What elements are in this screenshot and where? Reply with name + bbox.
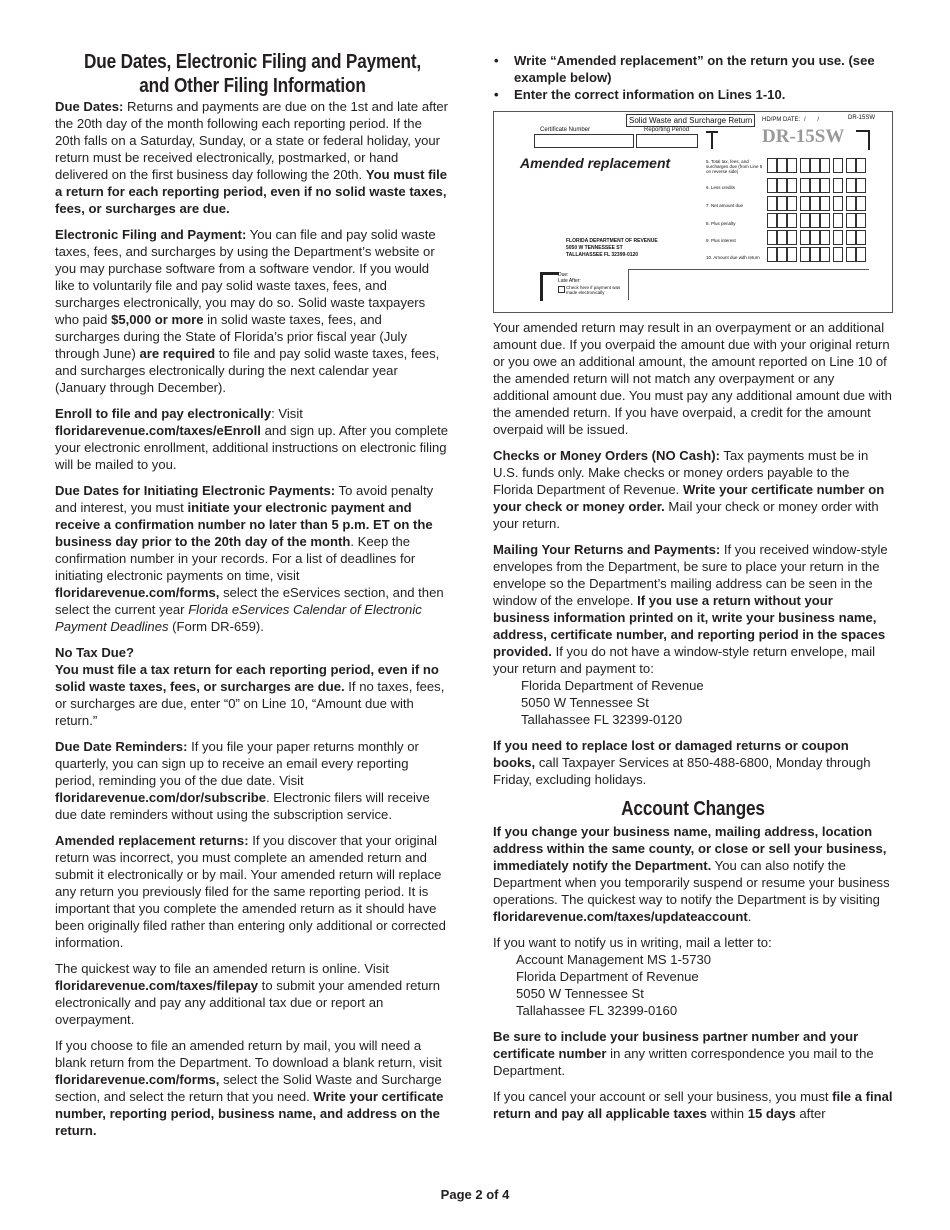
digit-box bbox=[787, 230, 797, 245]
electronic-filing-paragraph: Electronic Filing and Payment: You can file and pay solid waste taxes, fees, and surcharges by using the Department’s website or you may purchase software from a software vendor. If you would like to voluntarily file and pay solid waste taxes, fees, and surcharges electronically, you may do so. Solid waste taxpayers who paid $5,000 or more in solid waste taxes, fees, and surcharges during the State of Florida’s prior fiscal year (July through June) are required to file and pay solid waste taxes, fees, and surcharges electronically during the next calendar year (January through December). bbox=[55, 227, 440, 395]
digit-box bbox=[833, 213, 843, 228]
digit-box bbox=[787, 178, 797, 193]
amended-replacement-label: Amended replacement bbox=[520, 155, 671, 171]
digit-box bbox=[856, 178, 866, 193]
amended-online-paragraph: The quickest way to file an amended return is online. Visit floridarevenue.com/taxes/filepay to submit your amended return electronically and pay any additional tax due or report an overpayment. bbox=[55, 961, 440, 1027]
account-changes-heading: Account Changes bbox=[621, 798, 765, 820]
digit-box bbox=[820, 230, 830, 245]
digit-box bbox=[800, 158, 810, 173]
overpayment-paragraph: Your amended return may result in an overpayment or an additional amount due. If you overpaid the amount due with your original return or you owe an additional amount, the amount reported on Line 10 of the amended return will not match any overpayment or any additional amount due. You must pay any additional amount due with the amended return. If you have overpaid, a credit for the amount overpaid will be issued. bbox=[493, 320, 892, 437]
digit-box bbox=[820, 213, 830, 228]
digit-box bbox=[810, 230, 820, 245]
bullet-item: • Write “Amended replacement” on the return you use. (see example below) bbox=[493, 52, 893, 86]
digit-box bbox=[820, 158, 830, 173]
digit-box bbox=[856, 158, 866, 173]
digit-box bbox=[800, 178, 810, 193]
digit-box bbox=[846, 196, 856, 211]
digit-box bbox=[810, 196, 820, 211]
form-date-label: HD/PM DATE: bbox=[762, 117, 801, 123]
digit-box bbox=[856, 196, 866, 211]
digit-box bbox=[810, 158, 820, 173]
digit-box bbox=[777, 178, 787, 193]
left-column bbox=[55, 50, 450, 1148]
include-numbers-paragraph: Be sure to include your business partner number and your certificate number in any written correspondence you mail to the Department. bbox=[493, 1029, 874, 1078]
digit-box bbox=[800, 230, 810, 245]
subscribe-link[interactable]: floridarevenue.com/dor/subscribe bbox=[55, 790, 267, 805]
amended-return-example: Solid Waste and Surcharge Return HD/PM DATE: / / DR-15SW Certificate Number Reporting Period DR-15SW Amended replacement 5. Total tax, fees, and surcharges due (from Line 5 on reverse side) 6. Less credits 7. Net amount due 8. Plus penalty 9. Plus interest 10. Amount due with return FLORIDA DEPARTMENT OF REVENUE 5050 W TENNESSEE ST TALLAHASSEE FL 32399-0120 Due: Late After: Check here if payment was made electronically bbox=[493, 111, 893, 313]
filepay-link[interactable]: floridarevenue.com/taxes/filepay bbox=[55, 978, 259, 993]
writing-paragraph: If you want to notify us in writing, mail a letter to: bbox=[493, 935, 772, 950]
eenroll-link[interactable]: floridarevenue.com/taxes/eEnroll bbox=[55, 423, 261, 438]
digit-box bbox=[767, 178, 777, 193]
page-number: Page 2 of 4 bbox=[440, 1187, 510, 1202]
digit-box bbox=[856, 247, 866, 262]
period-label: Reporting Period bbox=[644, 127, 690, 133]
digit-box bbox=[777, 158, 787, 173]
digit-box bbox=[833, 230, 843, 245]
digit-box bbox=[787, 158, 797, 173]
digit-box bbox=[846, 247, 856, 262]
account-changes-paragraph: If you change your business name, mailing address, location address within the same county, or close or sell your business, immediately notify the Department. You can also notify the Department when you temporarily suspend or resume your business operations. The quickest way to notify the Department is by visiting floridarevenue.com/taxes/updateaccount. bbox=[493, 824, 890, 924]
reminders-paragraph: Due Date Reminders: If you file your paper returns monthly or quarterly, you can sign up to receive an email every reporting period, reminding you of the due date. Visit floridarevenue.com/dor/subscribe. Electronic filers will receive due date reminders without using the subscription service. bbox=[55, 739, 430, 822]
checks-paragraph: Checks or Money Orders (NO Cash): Tax payments must be in U.S. funds only. Make checks or money orders payable to the Florida Department of Revenue. Write your certificate number on your check or money order. Mail your check or money order with your return. bbox=[493, 448, 885, 531]
digit-box bbox=[846, 158, 856, 173]
digit-box bbox=[767, 230, 777, 245]
forms-link-2[interactable]: floridarevenue.com/forms, bbox=[55, 1072, 220, 1087]
electronic-payment-checkbox[interactable] bbox=[558, 286, 565, 293]
forms-link[interactable]: floridarevenue.com/forms, bbox=[55, 585, 220, 600]
digit-box bbox=[810, 247, 820, 262]
account-management-address: Account Management MS 1-5730 Florida Department of Revenue 5050 W Tennessee St Tallahassee FL 32399-0160 bbox=[516, 952, 712, 1018]
digit-box bbox=[767, 213, 777, 228]
replace-returns-paragraph: If you need to replace lost or damaged returns or coupon books, call Taxpayer Services at 850-488-6800, Monday through Friday, excluding holidays. bbox=[493, 738, 871, 787]
digit-box bbox=[800, 196, 810, 211]
digit-box bbox=[833, 178, 843, 193]
period-box bbox=[636, 134, 698, 148]
digit-box bbox=[833, 158, 843, 173]
amended-mail-paragraph: If you choose to file an amended return by mail, you will need a blank return from the Department. To download a blank return, visit floridarevenue.com/forms, select the Solid Waste and Surcharge section, and select the return that you need. Write your certificate number, reporting period, business name, and address on the return. bbox=[55, 1038, 444, 1138]
updateaccount-link[interactable]: floridarevenue.com/taxes/updateaccount bbox=[493, 909, 748, 924]
digit-box bbox=[767, 196, 777, 211]
digit-box bbox=[767, 247, 777, 262]
digit-box bbox=[777, 247, 787, 262]
digit-box bbox=[810, 178, 820, 193]
amended-returns-paragraph: Amended replacement returns: If you discover that your original return was incorrect, you must complete an amended return and submit it electronically or by mail. Your amended return will replace any return you previously filed for the same reporting period. It is important that you complete the amended return as it should have been originally filed rather than entering only additional or corrected information. bbox=[55, 833, 446, 950]
certificate-label: Certificate Number bbox=[540, 127, 591, 133]
form-watermark-id: DR-15SW bbox=[762, 126, 845, 147]
no-tax-due-paragraph: No Tax Due? You must file a tax return for each reporting period, even if no solid waste taxes, fees, or surcharges are due. If no taxes, fees, or surcharges are due, enter “0” on Line 10, “Amount due with return.” bbox=[55, 645, 445, 728]
digit-box bbox=[846, 213, 856, 228]
digit-box bbox=[787, 196, 797, 211]
digit-box bbox=[767, 158, 777, 173]
digit-box bbox=[833, 247, 843, 262]
digit-box bbox=[800, 213, 810, 228]
digit-box bbox=[787, 247, 797, 262]
form-title: Solid Waste and Surcharge Return bbox=[626, 114, 755, 127]
page-heading: Due Dates, Electronic Filing and Payment, and Other Filing Information bbox=[83, 51, 422, 97]
digit-box bbox=[777, 230, 787, 245]
digit-box bbox=[777, 213, 787, 228]
bullet-item: • Enter the correct information on Lines 1-10. bbox=[493, 86, 893, 103]
initiating-payments-paragraph: Due Dates for Initiating Electronic Payments: To avoid penalty and interest, you must initiate your electronic payment and receive a confirmation number no later than 5 p.m. ET on the business day prior to the 20th day of the month. Keep the confirmation number in your records. For a list of deadlines for initiating electronic payments on time, visit floridarevenue.com/forms, select the eServices section, and then select the current year Florida eServices Calendar of Electronic Payment Deadlines (Form DR-659). bbox=[55, 483, 444, 634]
digit-box bbox=[856, 213, 866, 228]
digit-box bbox=[846, 178, 856, 193]
digit-box bbox=[820, 178, 830, 193]
right-column bbox=[493, 50, 893, 1131]
digit-box bbox=[833, 196, 843, 211]
digit-box bbox=[810, 213, 820, 228]
digit-box bbox=[856, 230, 866, 245]
digit-box bbox=[846, 230, 856, 245]
digit-box bbox=[787, 213, 797, 228]
digit-box bbox=[800, 247, 810, 262]
form-id: DR-15SW bbox=[848, 115, 876, 121]
mailing-paragraph: Mailing Your Returns and Payments: If you received window-style envelopes from the Department, be sure to place your return in the envelope so the Department’s mailing address can be seen in the window of the envelope. If you use a return without your business information printed on it, write your business name, address, certificate number, and reporting period in the spaces provided. If you do not have a window-style return envelope, mail your return and payment to: bbox=[493, 542, 888, 676]
enroll-paragraph: Enroll to file and pay electronically: Visit floridarevenue.com/taxes/eEnroll and sign up. After you complete your electronic enrollment, additional instructions on electronic filing will be mailed to you. bbox=[55, 406, 449, 472]
digit-box bbox=[820, 196, 830, 211]
digit-box bbox=[820, 247, 830, 262]
due-dates-paragraph: Due Dates: Returns and payments are due on the 1st and late after the 20th day of the month following each reporting period. If the 20th falls on a Saturday, Sunday, or a state or federal holiday, your return must be received electronically, postmarked, or hand delivered on the first business day following the 20th. You must file a return for each reporting period, even if no solid waste taxes, fees, or surcharges are due. bbox=[55, 99, 449, 216]
digit-box bbox=[777, 196, 787, 211]
certificate-box bbox=[534, 134, 634, 148]
cancel-account-paragraph: If you cancel your account or sell your business, you must file a final return and pay all applicable taxes within 15 days after bbox=[493, 1089, 893, 1121]
mailing-address: Florida Department of Revenue 5050 W Tennessee St Tallahassee FL 32399-0120 bbox=[521, 678, 704, 727]
